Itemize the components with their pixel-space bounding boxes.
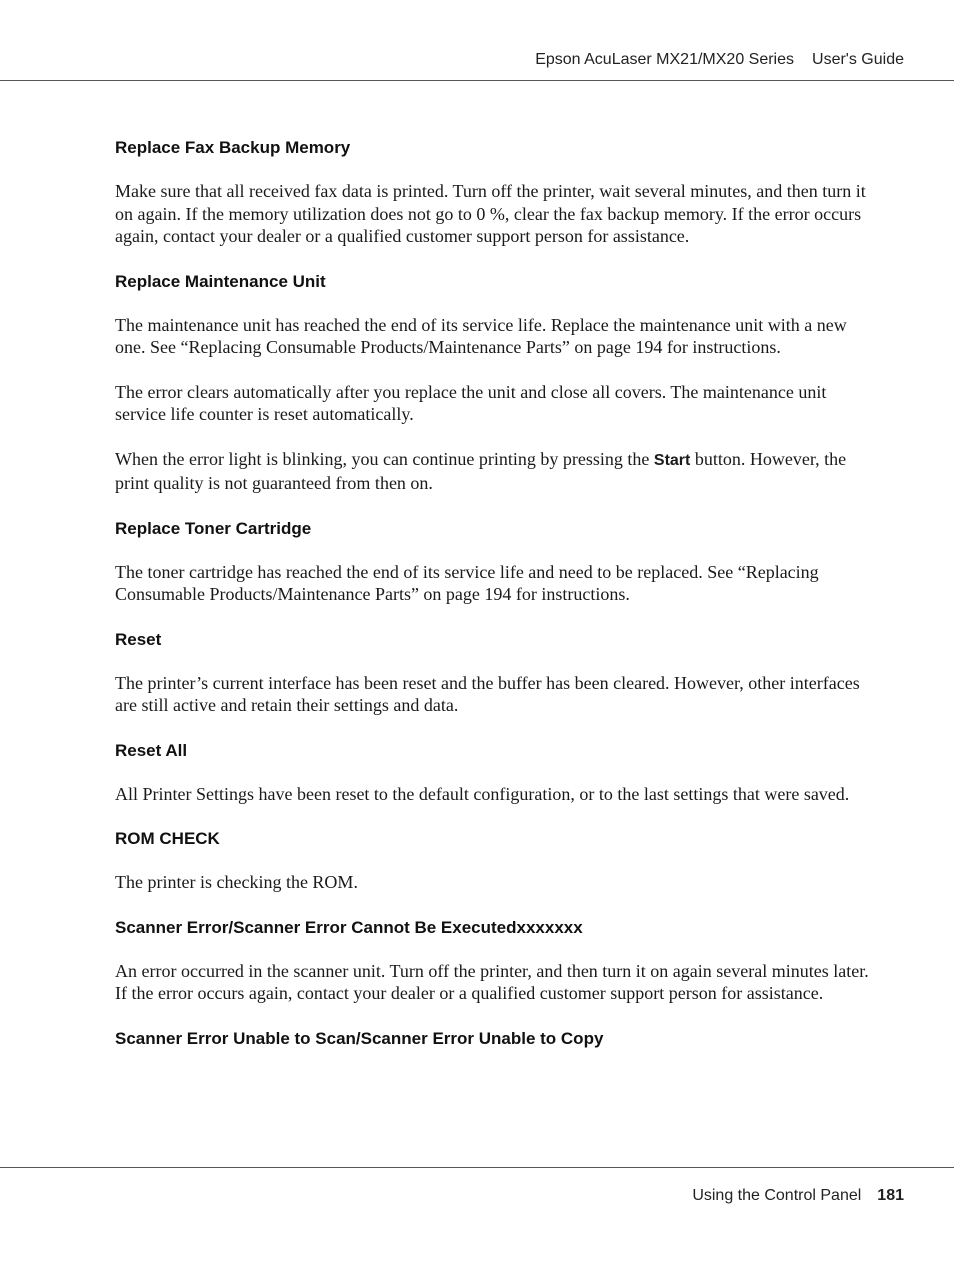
paragraph: Make sure that all received fax data is printed. Turn off the printer, wait several minutes, and then turn it on again. If the memory utilization does not go to 0 %, clear the fax backup memory. If the error occurs again, contact your dealer or a qualified customer support person for assistance.	[115, 181, 866, 246]
paragraph: The toner cartridge has reached the end of its service life and need to be replaced. See “Replacing Consumable Products/Maintenance Parts” on page 194 for instructions.	[115, 561, 819, 604]
header-rule	[0, 80, 954, 81]
paragraph: The error clears automatically after you replace the unit and close all covers. The maintenance unit service life counter is reset automatically.	[115, 381, 827, 424]
running-header	[535, 51, 904, 69]
header-product: Epson AcuLaser MX21/MX20 Series	[535, 51, 795, 68]
paragraph: An error occurred in the scanner unit. Turn off the printer, and then turn it on again several minutes later. If the error occurs again, contact your dealer or a qualified customer support person for assistance.	[115, 960, 869, 1003]
page-number: 181	[877, 1187, 904, 1204]
paragraph	[115, 448, 880, 495]
section-heading: Replace Toner Cartridge	[115, 518, 312, 538]
running-footer	[692, 1187, 904, 1205]
header-guide: User's Guide	[812, 51, 904, 68]
start-button-label: Start	[653, 451, 691, 469]
paragraph: The printer’s current interface has been reset and the buffer has been cleared. However, other interfaces are still active and retain their settings and data.	[115, 672, 860, 715]
text-run: When the error light is blinking, you can continue printing by pressing the	[115, 448, 654, 469]
footer-section: Using the Control Panel	[692, 1187, 862, 1204]
section-heading: Reset All	[115, 740, 188, 760]
section-heading: Scanner Error/Scanner Error Cannot Be Executedxxxxxxx	[115, 917, 583, 937]
page-content	[115, 136, 880, 1051]
text-run: button. However, the print quality is not guaranteed from then on.	[115, 448, 847, 493]
paragraph: The printer is checking the ROM.	[115, 872, 358, 892]
paragraph: All Printer Settings have been reset to the default configuration, or to the last settings that were saved.	[115, 783, 850, 804]
footer-rule	[0, 1167, 954, 1168]
paragraph: The maintenance unit has reached the end of its service life. Replace the maintenance unit with a new one. See “Replacing Consumable Products/Maintenance Parts” on page 194 for instructions.	[115, 314, 847, 357]
section-heading: Reset	[115, 629, 162, 649]
section-heading: Replace Maintenance Unit	[115, 271, 326, 291]
section-heading: Replace Fax Backup Memory	[115, 138, 351, 157]
section-heading: ROM CHECK	[115, 829, 220, 848]
section-heading: Scanner Error Unable to Scan/Scanner Error Unable to Copy	[115, 1028, 604, 1048]
